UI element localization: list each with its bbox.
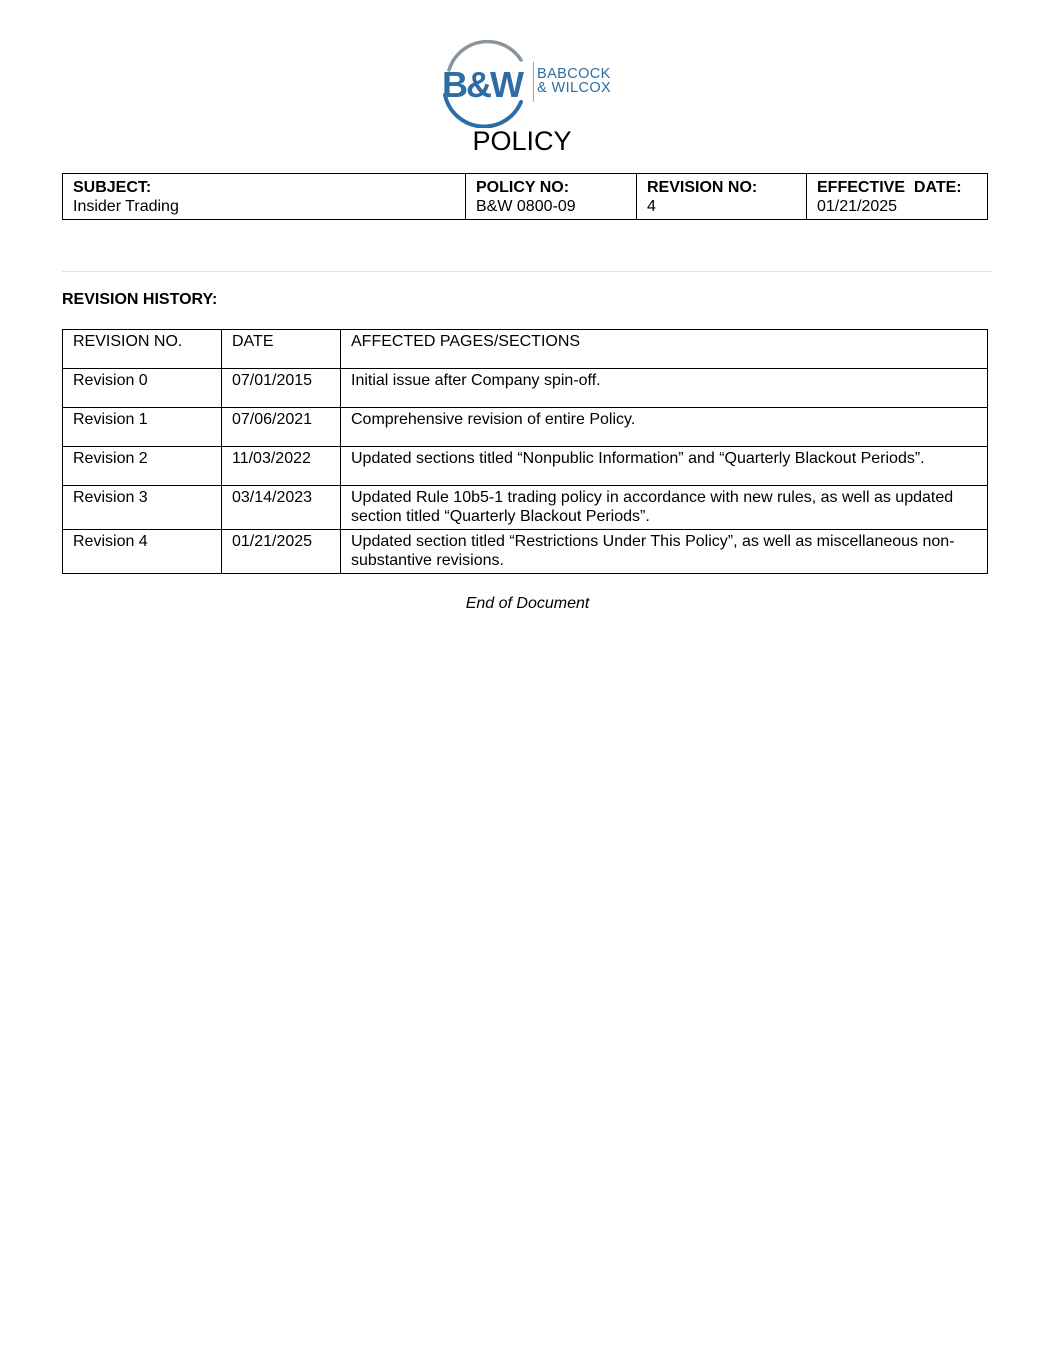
revision-history-heading: REVISION HISTORY: bbox=[62, 291, 218, 308]
revision-cell: Revision 3 bbox=[63, 486, 222, 530]
affected-cell: Updated section titled “Restrictions Under This Policy”, as well as miscellaneous non-substantive revisions. bbox=[341, 530, 988, 574]
table-row bbox=[63, 408, 988, 447]
logo-wordmark bbox=[537, 67, 611, 95]
subject-cell bbox=[63, 174, 466, 220]
logo-wordmark-line1: BABCOCK bbox=[537, 66, 611, 82]
section-divider bbox=[62, 271, 992, 272]
revision-no-label: REVISION NO: bbox=[647, 179, 758, 196]
revision-table-header-row bbox=[63, 330, 988, 369]
affected-cell: Initial issue after Company spin-off. bbox=[341, 369, 988, 408]
table-row bbox=[63, 530, 988, 574]
revision-no-cell bbox=[637, 174, 807, 220]
page-title: POLICY bbox=[472, 126, 572, 156]
effective-date-label: EFFECTIVE DATE: bbox=[817, 179, 962, 196]
policy-no-cell bbox=[466, 174, 637, 220]
subject-value: Insider Trading bbox=[73, 198, 179, 215]
table-row bbox=[63, 369, 988, 408]
company-logo bbox=[435, 40, 625, 130]
policy-header-row bbox=[63, 174, 988, 220]
effective-date-cell bbox=[807, 174, 988, 220]
date-cell: 01/21/2025 bbox=[222, 530, 341, 574]
logo-monogram: B&W bbox=[442, 64, 522, 105]
policy-no-value: B&W 0800-09 bbox=[476, 198, 576, 215]
column-header-affected: AFFECTED PAGES/SECTIONS bbox=[341, 330, 988, 369]
revision-cell: Revision 2 bbox=[63, 447, 222, 486]
end-of-document-note: End of Document bbox=[465, 595, 590, 612]
date-cell: 07/06/2021 bbox=[222, 408, 341, 447]
date-cell: 03/14/2023 bbox=[222, 486, 341, 530]
revision-cell: Revision 0 bbox=[63, 369, 222, 408]
revision-no-value: 4 bbox=[647, 198, 656, 215]
affected-cell: Updated sections titled “Nonpublic Information” and “Quarterly Blackout Periods”. bbox=[341, 447, 988, 486]
table-row bbox=[63, 447, 988, 486]
bw-logo-icon bbox=[435, 40, 530, 128]
revision-cell: Revision 1 bbox=[63, 408, 222, 447]
date-cell: 07/01/2015 bbox=[222, 369, 341, 408]
effective-date-value: 01/21/2025 bbox=[817, 198, 898, 215]
table-row bbox=[63, 486, 988, 530]
subject-label: SUBJECT: bbox=[73, 179, 152, 196]
revision-history-table bbox=[62, 329, 988, 574]
column-header-date: DATE bbox=[222, 330, 341, 369]
affected-cell: Comprehensive revision of entire Policy. bbox=[341, 408, 988, 447]
column-header-revision: REVISION NO. bbox=[63, 330, 222, 369]
logo-wordmark-line2: & WILCOX bbox=[537, 80, 612, 96]
policy-header-table bbox=[62, 173, 988, 220]
revision-cell: Revision 4 bbox=[63, 530, 222, 574]
affected-cell: Updated Rule 10b5-1 trading policy in accordance with new rules, as well as updated section titled “Quarterly Blackout Periods”. bbox=[341, 486, 988, 530]
logo-divider bbox=[533, 62, 534, 102]
policy-no-label: POLICY NO: bbox=[476, 179, 570, 196]
date-cell: 11/03/2022 bbox=[222, 447, 341, 486]
